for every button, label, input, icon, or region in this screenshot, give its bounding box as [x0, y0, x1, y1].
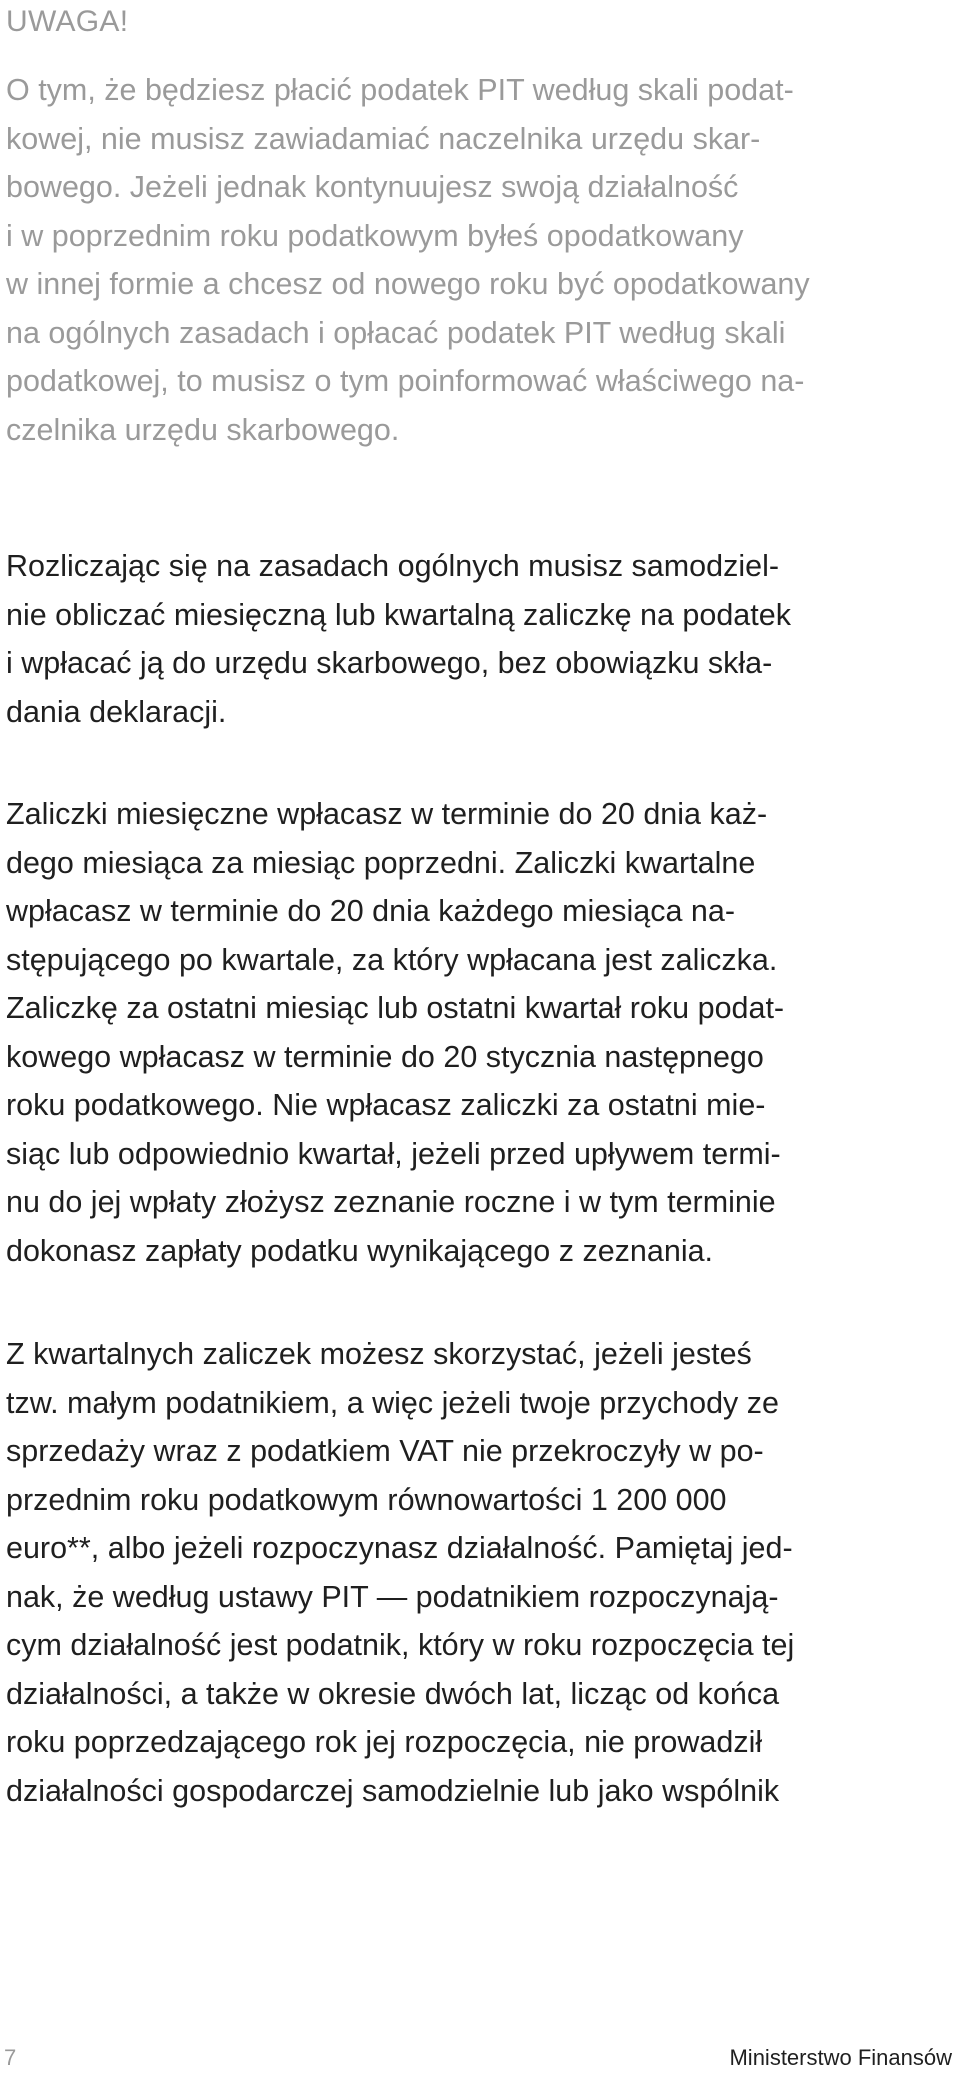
page-number: 7: [4, 2045, 17, 2070]
publisher-name: Ministerstwo Finansów: [729, 2045, 952, 2070]
paragraph-payment-deadlines: Zaliczki miesięczne wpłacasz w terminie do 20 dnia każ- dego miesiąca za miesiąc poprzedni. Zaliczki kwartalne wpłacasz w terminie do 20 dnia każdego miesiąca na- stępującego po kwartale, za który wpłacana jest zaliczka. Zaliczkę za ostatni miesiąc lub ostatni kwartał roku podat- kowego wpłacasz w terminie do 20 stycznia następnego roku podatkowego. Nie wpłacasz zaliczki za ostatni mie- siąc lub odpowiednio kwartał, jeżeli przed upływem termi- nu do jej wpłaty złożysz zeznanie roczne i w tym terminie dokonasz zapłaty podatku wynikającego z zeznania.: [6, 797, 785, 1268]
paragraph-quarterly-advances: Z kwartalnych zaliczek możesz skorzystać, jeżeli jesteś tzw. małym podatnikiem, a więc jeżeli twoje przychody ze sprzedaży wraz z podatkiem VAT nie przekroczyły w po- przednim roku podatkowym równowartości 1 200 000 euro**, albo jeżeli rozpoczynasz działalność. Pamiętaj jed- nak, że według ustawy PIT — podatnikiem rozpoczynają- cym działalność jest podatnik, który w roku rozpoczęcia tej działalności, a także w okresie dwóch lat, licząc od końca roku poprzedzającego rok jej rozpoczęcia, nie prowadził działalności gospodarczej samodzielnie lub jako wspólnik: [6, 1337, 795, 1808]
paragraph-settlement: Rozliczając się na zasadach ogólnych musisz samodziel- nie obliczać miesięczną lub kwartalną zaliczkę na podatek i wpłacać ją do urzędu skarbowego, bez obowiązku skła- dania deklaracji.: [6, 549, 791, 729]
warning-paragraph: O tym, że będziesz płacić podatek PIT według skali podat- kowej, nie musisz zawiadamiać naczelnika urzędu skar- bowego. Jeżeli jednak kontynuujesz swoją działalność i w poprzednim roku podatkowym byłeś opodatkowany w innej formie a chcesz od nowego roku być opodatkowany na ogólnych zasadach i opłacać podatek PIT według skali podatkowej, to musisz o tym poinformować właściwego na- czelnika urzędu skarbowego.: [6, 73, 810, 447]
warning-heading: UWAGA!: [6, 5, 129, 38]
